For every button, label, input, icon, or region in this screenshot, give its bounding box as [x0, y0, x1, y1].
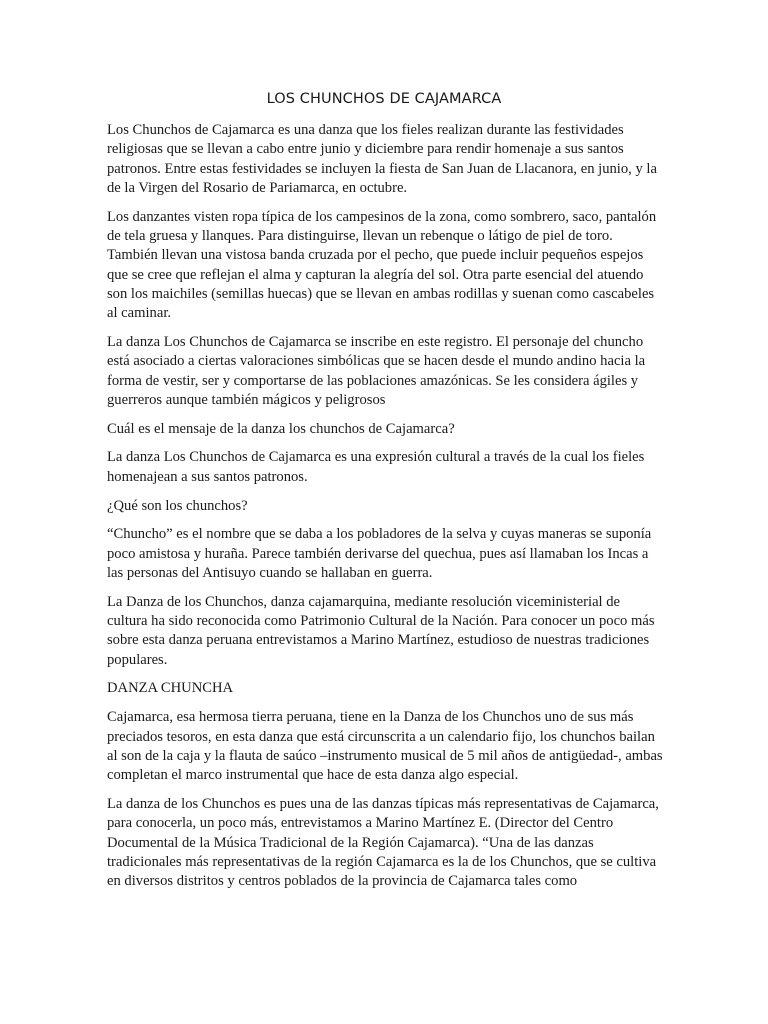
section-heading-danza-chuncha: DANZA CHUNCHA — [107, 680, 234, 697]
paragraph-chuncho-definition: “Chuncho” es el nombre que se daba a los pobladores de la selva y cuyas maneras se suponía poco amistosa y huraña. Parece también derivarse del quechua, pues así llamaban los Incas a las personas del Antisuyo cuando se hallaban en guerra. — [107, 526, 652, 581]
document-title: LOS CHUNCHOS DE CAJAMARCA — [266, 91, 502, 107]
question-what-are-chunchos: ¿Qué son los chunchos? — [107, 497, 248, 514]
question-message: Cuál es el mensaje de la danza los chunchos de Cajamarca? — [107, 420, 455, 437]
paragraph-message-answer: La danza Los Chunchos de Cajamarca es una expresión cultural a través de la cual los fieles homenajean a sus santos patronos. — [107, 449, 645, 485]
paragraph-interview: La danza de los Chunchos es pues una de las danzas típicas más representativas de Cajamarca, para conocerla, un poco más, entrevistamos a Marino Martínez E. (Director del Centro Documental de la Música Tradicional de la Región Cajamarca). “Una de las danzas tradicionales más representativas de la región Cajamarca es la de los Chunchos, que se cultiva en diversos distritos y centros poblados de la provincia de Cajamarca tales como — [107, 795, 659, 890]
paragraph-cajamarca-treasure: Cajamarca, esa hermosa tierra peruana, tiene en la Danza de los Chunchos uno de sus más preciados tesoros, en esta danza que está circunscrita a un calendario fijo, los chunchos bailan al son de la caja y la flauta de saúco –instrumento musical de 5 mil años de antigüedad-, ambas completan el marco instrumental que hace de esta danza algo especial. — [107, 709, 663, 784]
paragraph-attire: Los danzantes visten ropa típica de los campesinos de la zona, como sombrero, saco, pantalón de tela gruesa y llanques. Para distinguirse, llevan un rebenque o látigo de piel de toro. También llevan una vistosa banda cruzada por el pecho, que puede incluir pequeños espejos que se cree que reflejan el alma y capturan la alegría del sol. Otra parte esencial del atuendo son los maichiles (semillas huecas) que se llevan en ambas rodillas y suenan como cascabeles al caminar. — [107, 208, 657, 322]
paragraph-heritage: La Danza de los Chunchos, danza cajamarquina, mediante resolución viceministerial de cultura ha sido reconocida como Patrimonio Cultural de la Nación. Para conocer un poco más sobre esta danza peruana entrevistamos a Marino Martínez, estudioso de nuestras tradiciones populares. — [107, 593, 655, 668]
paragraph-symbolism: La danza Los Chunchos de Cajamarca se inscribe en este registro. El personaje del chuncho está asociado a ciertas valoraciones simbólicas que se hacen desde el mundo andino hacia la forma de vestir, ser y comportarse de las poblaciones amazónicas. Se les considera ágiles y guerreros aunque también mágicos y peligrosos — [107, 333, 646, 408]
document-body — [107, 121, 663, 901]
paragraph-intro: Los Chunchos de Cajamarca es una danza que los fieles realizan durante las festividades religiosas que se llevan a cabo entre junio y diciembre para rendir homenaje a sus santos patronos. Entre estas festividades se incluyen la fiesta de San Juan de Llacanora, en junio, y la de la Virgen del Rosario de Pariamarca, en octubre. — [107, 122, 657, 196]
